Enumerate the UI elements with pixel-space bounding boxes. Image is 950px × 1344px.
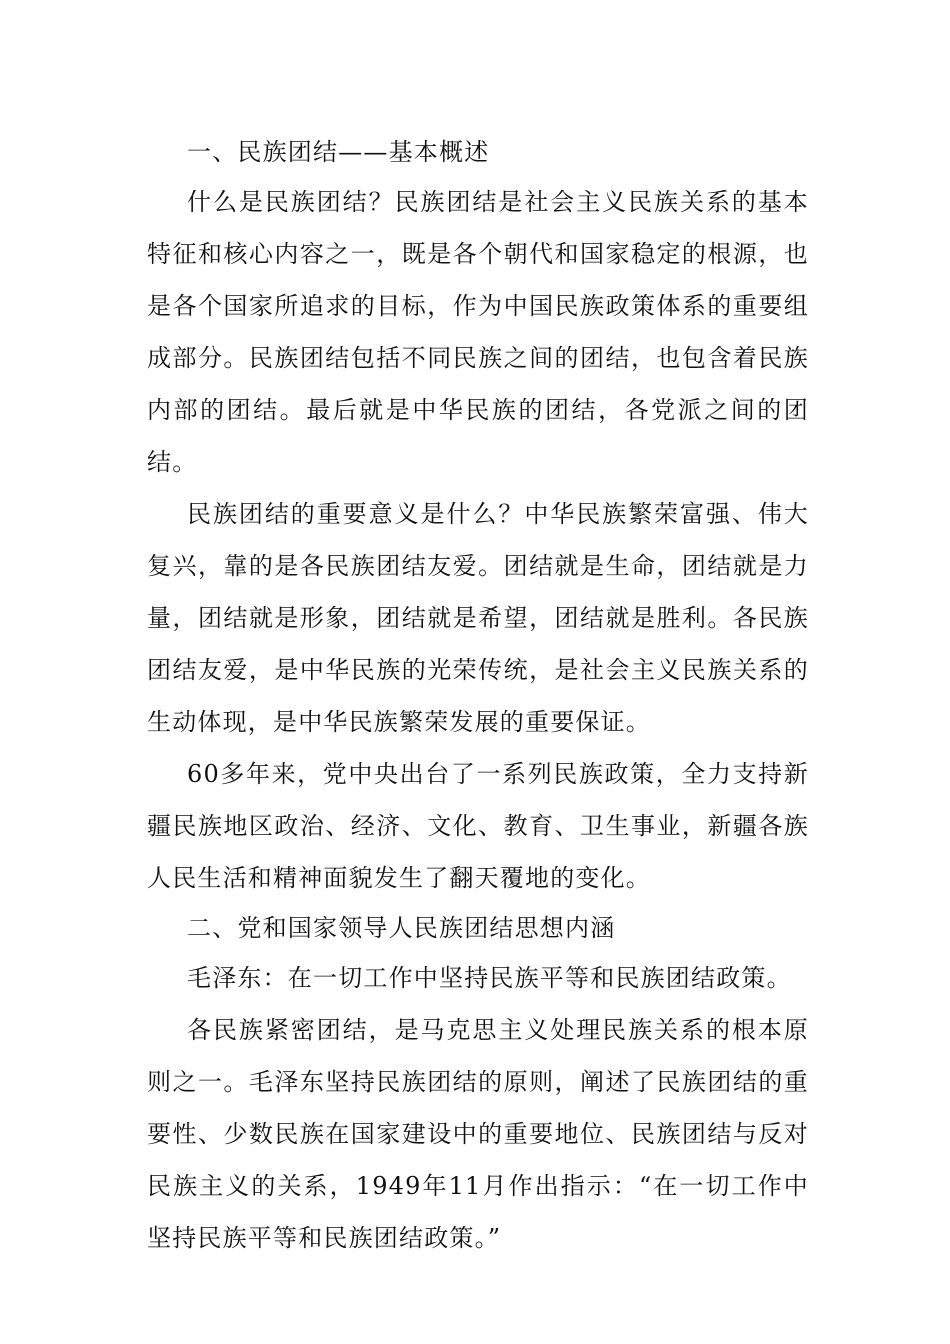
paragraph-mao-principle: 各民族紧密团结，是马克思主义处理民族关系的根本原则之一。毛泽东坚持民族团结的原则，阐述了民族团结的重要性、少数民族在国家建设中的重要地位、民族团结与反对民族主义的关系，1949年11月作出指示：“在一切工作中坚持民族平等和民族团结政策。” xyxy=(147,1016,809,1252)
paragraph-xinjiang-policy: 60多年来，党中央出台了一系列民族政策，全力支持新疆民族地区政治、经济、文化、教育、卫生事业，新疆各族人民生活和精神面貌发生了翻天覆地的变化。 xyxy=(147,760,809,892)
section-heading-overview: 一、民族团结——基本概述 xyxy=(187,138,490,166)
paragraph-mao-quote-title: 毛泽东：在一切工作中坚持民族平等和民族团结政策。 xyxy=(187,964,792,992)
paragraph-definition: 什么是民族团结？民族团结是社会主义民族关系的基本特征和核心内容之一，既是各个朝代和国家稳定的根源，也是各个国家所追求的目标，作为中国民族政策体系的重要组成部分。民族团结包括不同民族之间的团结，也包含着民族内部的团结。最后就是中华民族的团结，各党派之间的团结。 xyxy=(147,188,809,476)
paragraph-significance: 民族团结的重要意义是什么？中华民族繁荣富强、伟大复兴，靠的是各民族团结友爱。团结就是生命，团结就是力量，团结就是形象，团结就是希望，团结就是胜利。各民族团结友爱，是中华民族的光荣传统，是社会主义民族关系的生动体现，是中华民族繁荣发展的重要保证。 xyxy=(147,500,809,736)
section-heading-leaders: 二、党和国家领导人民族团结思想内涵 xyxy=(187,914,616,942)
document-body xyxy=(147,128,809,1264)
